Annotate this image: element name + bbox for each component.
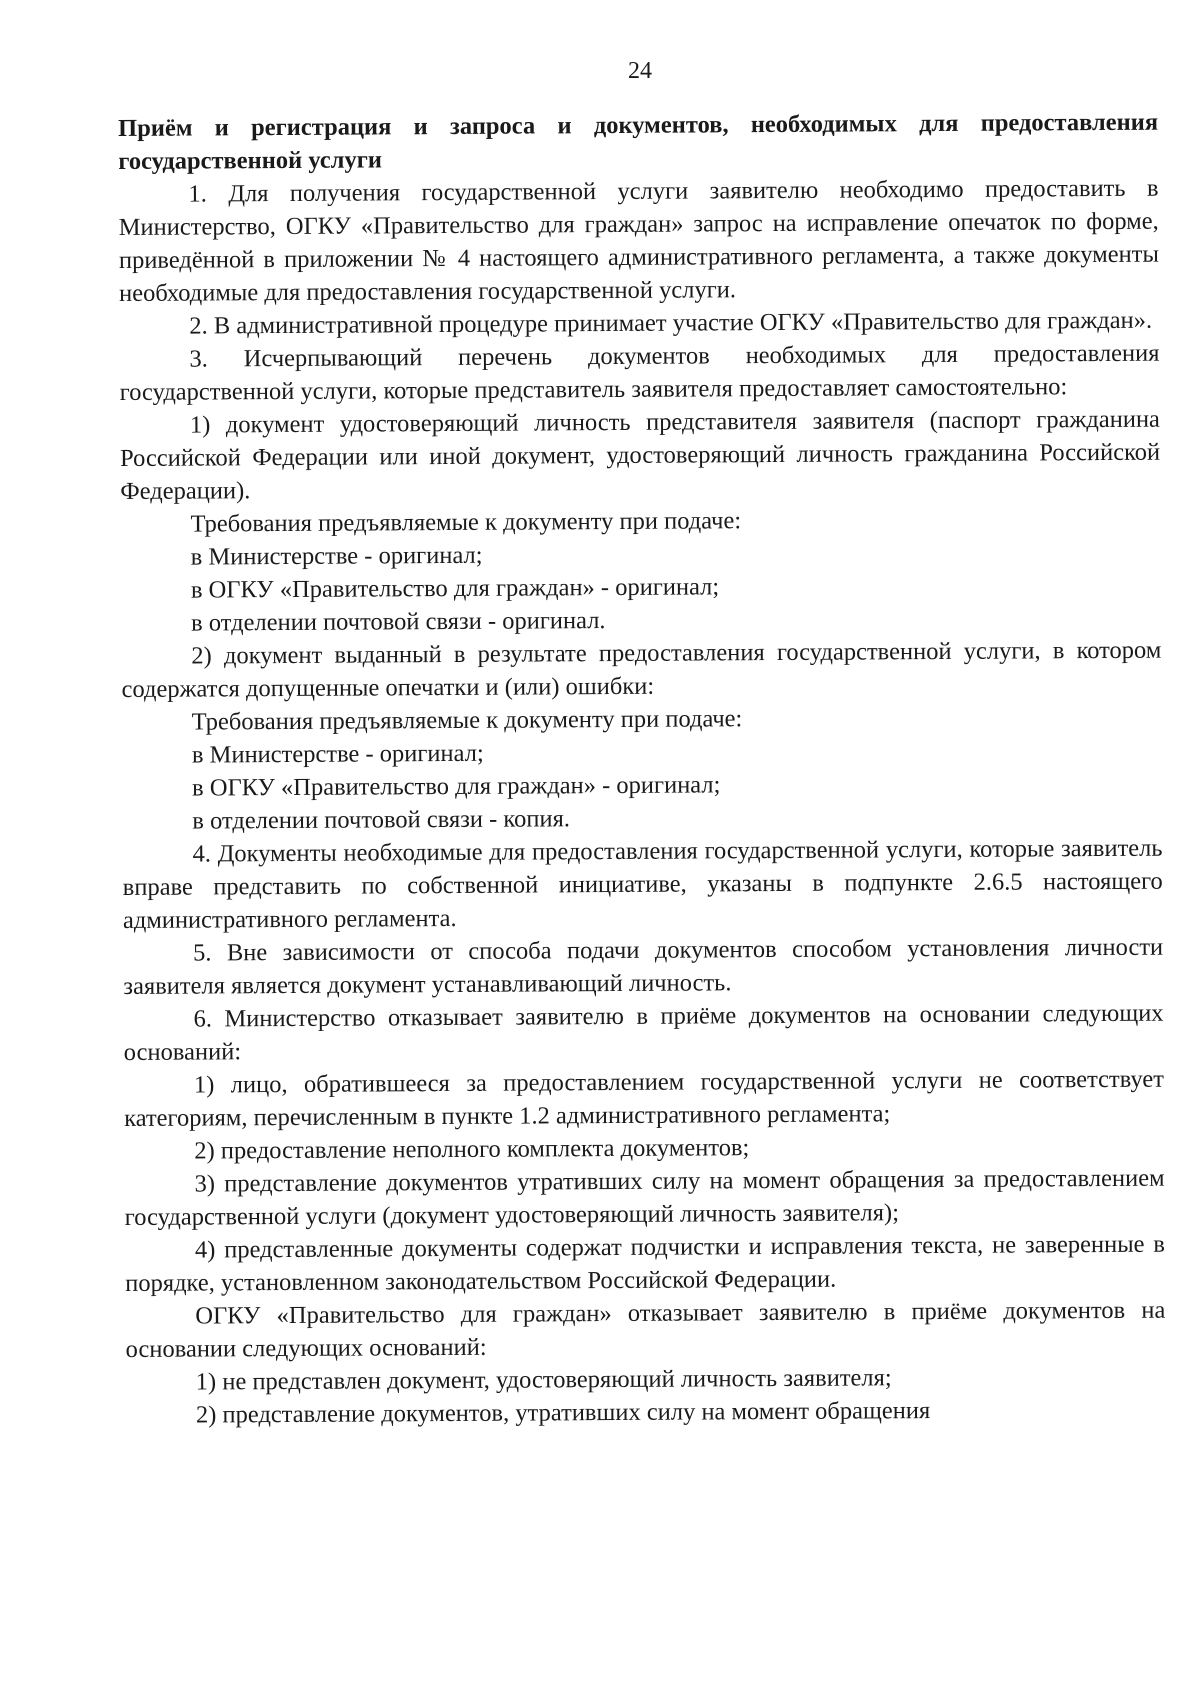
page-number: 24 [628, 58, 652, 84]
paragraph: 2) представление документов, утративших силу на момент обращения [195, 1397, 931, 1429]
requirements-line: Требования предъявляемые к документу при подаче: [191, 705, 743, 736]
paragraph: 1) не представлен документ, удостоверяющий личность заявителя; [195, 1364, 892, 1396]
requirements-line: в Министерстве - оригинал; [190, 541, 483, 571]
requirements-line: в отделении почтовой связи - копия. [192, 805, 571, 835]
requirements-line: в Министерстве - оригинал; [191, 739, 484, 769]
requirements-line: в отделении почтовой связи - оригинал. [191, 607, 606, 637]
requirements-line: Требования предъявляемые к документу при подаче: [190, 507, 742, 538]
requirements-line: в ОГКУ «Правительство для граждан» - оригинал; [192, 771, 721, 802]
paragraph: 1) документ удостоверяющий личность представителя заявителя (паспорт гражданина Российской Федерации или иной документ, удостоверяющий личность гражданина Российской Федерации). [120, 405, 1161, 505]
paragraph: 2) предоставление неполного комплекта документов; [194, 1134, 750, 1165]
paragraph: 3. Исчерпывающий перечень документов необходимых для предоставления государственной услуги, которые представитель заявителя предоставляет самостоятельно: [119, 339, 1160, 406]
requirements-line: в ОГКУ «Правительство для граждан» - оригинал; [190, 573, 720, 604]
paragraph: 3) представление документов утративших силу на момент обращения за предоставлением государственной услуги (документ удостоверяющий личность заявителя); [124, 1164, 1165, 1231]
paragraph: 4. Документы необходимые для предоставления государственной услуги, которые заявитель вправе представить по собственной инициативе, указаны в подпункте 2.6.5 настоящего административного регламента. [122, 834, 1163, 934]
paragraph: 6. Министерство отказывает заявителю в приёме документов на основании следующих оснований: [123, 999, 1164, 1066]
paragraph: 5. Вне зависимости от способа подачи документов способом установления личности заявителя является документ устанавливающий личность. [123, 933, 1164, 1000]
paragraph: 2) документ выданный в результате предоставления государственной услуги, в котором содержатся допущенные опечатки и (или) ошибки: [121, 636, 1162, 703]
section-heading: Приём и регистрация и запроса и документов, необходимых для предоставления государственной услуги [118, 108, 1159, 175]
paragraph: 4) представленные документы содержат подчистки и исправления текста, не заверенные в порядке, установленном законодательством Российской Федерации. [125, 1230, 1166, 1297]
paragraph: 1. Для получения государственной услуги заявителю необходимо предоставить в Министерство, ОГКУ «Правительство для граждан» запрос на исправление опечаток по форме, приведённой в приложении № 4 настоящего административного регламента, а также документы необходимые для предоставления государственной услуги. [118, 174, 1159, 307]
paragraph: ОГКУ «Правительство для граждан» отказывает заявителю в приёме документов на основании следующих оснований: [125, 1296, 1166, 1363]
document-body [118, 106, 1166, 1432]
paragraph: 2. В административной процедуре принимает участие ОГКУ «Правительство для граждан». [189, 306, 1153, 340]
paragraph: 1) лицо, обратившееся за предоставлением государственной услуги не соответствует категориям, перечисленным в пункте 1.2 административного регламента; [124, 1065, 1165, 1132]
